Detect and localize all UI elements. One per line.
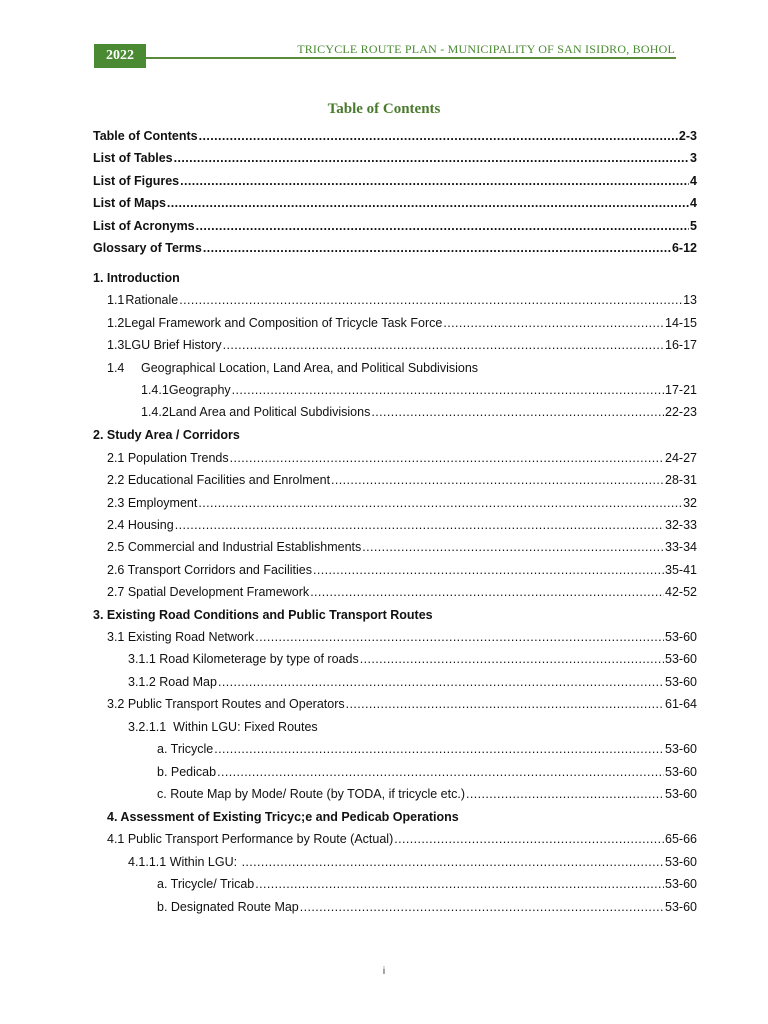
toc-entry-page: 24-27 bbox=[665, 451, 697, 465]
toc-entry[interactable] bbox=[93, 128, 697, 144]
toc-dot-leader bbox=[362, 539, 664, 555]
toc-entry-title: Glossary of Terms bbox=[93, 241, 202, 255]
toc-entry-page: 53-60 bbox=[665, 652, 697, 666]
toc-entry-page: 3 bbox=[690, 151, 697, 165]
toc-dot-leader bbox=[255, 629, 664, 645]
toc-entry[interactable] bbox=[141, 404, 697, 420]
toc-entry-title: 3.2 Public Transport Routes and Operators bbox=[107, 697, 345, 711]
toc-entry-title: 3. Existing Road Conditions and Public Transport Routes bbox=[93, 608, 433, 622]
toc-entry-page: 22-23 bbox=[665, 405, 697, 419]
toc-entry-title: 2.6 Transport Corridors and Facilities bbox=[107, 563, 312, 577]
toc-entry-page: 65-66 bbox=[665, 832, 697, 846]
toc-entry-title: 3.1.2 Road Map bbox=[128, 675, 217, 689]
toc-entry-page: 53-60 bbox=[665, 900, 697, 914]
toc-entry[interactable] bbox=[107, 315, 697, 331]
toc-entry-number: 1.4 bbox=[107, 361, 125, 375]
toc-entry[interactable] bbox=[107, 629, 697, 645]
toc-entry[interactable] bbox=[107, 360, 478, 376]
toc-entry-title: Rationale bbox=[125, 293, 179, 307]
toc-section-heading[interactable] bbox=[93, 270, 180, 286]
toc-entry-title: 4.1 Public Transport Performance by Route (Actual) bbox=[107, 832, 394, 846]
document-title: TRICYCLE ROUTE PLAN - MUNICIPALITY OF SAN ISIDRO, BOHOL bbox=[297, 42, 675, 56]
toc-dot-leader bbox=[174, 150, 689, 166]
toc-dot-leader bbox=[179, 292, 682, 308]
toc-entry-page: 32 bbox=[683, 496, 697, 510]
toc-entry[interactable] bbox=[93, 173, 697, 189]
toc-entry-page: 61-64 bbox=[665, 697, 697, 711]
toc-heading: Table of Contents bbox=[327, 101, 441, 117]
toc-dot-leader bbox=[196, 218, 689, 234]
toc-entry[interactable] bbox=[128, 674, 697, 690]
toc-dot-leader bbox=[346, 696, 664, 712]
toc-entry[interactable] bbox=[93, 218, 697, 234]
toc-entry-title: 1. Introduction bbox=[93, 271, 180, 285]
toc-entry-title: Land Area and Political Subdivisions bbox=[168, 405, 371, 419]
toc-entry-title: 4.1.1.1 Within LGU: bbox=[128, 855, 241, 869]
toc-entry-page: 5 bbox=[690, 219, 697, 233]
toc-dot-leader bbox=[310, 584, 664, 600]
toc-dot-leader bbox=[371, 404, 664, 420]
year-badge: 2022 bbox=[94, 44, 146, 68]
toc-dot-leader bbox=[217, 764, 664, 780]
toc-entry[interactable] bbox=[93, 195, 697, 211]
toc-entry-number: 1.4.1 bbox=[141, 383, 169, 397]
toc-entry[interactable] bbox=[157, 899, 697, 915]
toc-section-heading[interactable] bbox=[93, 427, 240, 443]
toc-entry-title: 2.3 Employment bbox=[107, 496, 198, 510]
toc-entry-page: 53-60 bbox=[665, 675, 697, 689]
toc-dot-leader bbox=[443, 315, 664, 331]
toc-entry[interactable] bbox=[107, 696, 697, 712]
toc-dot-leader bbox=[214, 741, 664, 757]
toc-entry-title: 2. Study Area / Corridors bbox=[93, 428, 240, 442]
toc-entry-title: List of Maps bbox=[93, 196, 166, 210]
page-number: i bbox=[382, 966, 386, 977]
toc-dot-leader bbox=[175, 517, 664, 533]
toc-entry[interactable] bbox=[128, 719, 318, 735]
toc-entry-title: List of Figures bbox=[93, 174, 180, 188]
toc-entry[interactable] bbox=[107, 472, 697, 488]
toc-entry-title: Table of Contents bbox=[93, 129, 198, 143]
toc-entry-page: 28-31 bbox=[665, 473, 697, 487]
toc-entry-page: 6-12 bbox=[671, 241, 697, 255]
toc-entry[interactable] bbox=[157, 741, 697, 757]
toc-entry-title: 3.2.1.1 Within LGU: Fixed Routes bbox=[128, 720, 318, 734]
toc-section-heading[interactable] bbox=[107, 809, 459, 825]
toc-entry-page: 42-52 bbox=[665, 585, 697, 599]
toc-entry-page: 53-60 bbox=[665, 630, 697, 644]
toc-dot-leader bbox=[199, 128, 678, 144]
toc-entry-title: b. Pedicab bbox=[157, 765, 217, 779]
toc-dot-leader bbox=[394, 831, 664, 847]
toc-entry-page: 4 bbox=[690, 174, 697, 188]
toc-entry[interactable] bbox=[157, 876, 697, 892]
toc-entry-title: 2.4 Housing bbox=[107, 518, 174, 532]
toc-entry-page: 17-21 bbox=[665, 383, 697, 397]
toc-entry-title: b. Designated Route Map bbox=[157, 900, 299, 914]
toc-entry-title: a. Tricycle/ Tricab bbox=[157, 877, 255, 891]
toc-entry[interactable] bbox=[157, 764, 697, 780]
toc-entry-title: 2.1 Population Trends bbox=[107, 451, 229, 465]
toc-entry[interactable] bbox=[128, 854, 697, 870]
toc-dot-leader bbox=[242, 854, 664, 870]
toc-dot-leader bbox=[230, 450, 664, 466]
toc-entry-page: 14-15 bbox=[665, 316, 697, 330]
toc-dot-leader bbox=[255, 876, 664, 892]
toc-entry-page: 53-60 bbox=[665, 787, 697, 801]
toc-entry-title: LGU Brief History bbox=[124, 338, 222, 352]
toc-entry[interactable] bbox=[107, 562, 697, 578]
toc-entry-page: 53-60 bbox=[665, 855, 697, 869]
toc-entry-page: 35-41 bbox=[665, 563, 697, 577]
toc-entry-title: List of Tables bbox=[93, 151, 173, 165]
toc-dot-leader bbox=[180, 173, 689, 189]
toc-entry-page: 16-17 bbox=[665, 338, 697, 352]
toc-entry-page: 4 bbox=[690, 196, 697, 210]
toc-entry-title: 2.5 Commercial and Industrial Establishments bbox=[107, 540, 362, 554]
toc-dot-leader bbox=[313, 562, 664, 578]
toc-entry[interactable] bbox=[93, 240, 697, 256]
toc-entry-page: 33-34 bbox=[665, 540, 697, 554]
toc-entry-page: 53-60 bbox=[665, 742, 697, 756]
toc-entry[interactable] bbox=[107, 584, 697, 600]
toc-entry-page: 53-60 bbox=[665, 765, 697, 779]
toc-dot-leader bbox=[331, 472, 664, 488]
toc-entry-title: 2.2 Educational Facilities and Enrolment bbox=[107, 473, 331, 487]
toc-entry-number: 1.1 bbox=[107, 293, 125, 307]
toc-entry[interactable] bbox=[107, 517, 697, 533]
toc-entry-title: 3.1.1 Road Kilometerage by type of roads bbox=[128, 652, 359, 666]
toc-entry-number: 1.2 bbox=[107, 316, 125, 330]
toc-entry-title: a. Tricycle bbox=[157, 742, 214, 756]
toc-entry[interactable] bbox=[157, 786, 697, 802]
toc-entry-page: 13 bbox=[683, 293, 697, 307]
toc-entry[interactable] bbox=[107, 450, 697, 466]
toc-dot-leader bbox=[218, 674, 664, 690]
toc-entry-title: 3.1 Existing Road Network bbox=[107, 630, 255, 644]
toc-entry-number: 1.3 bbox=[107, 338, 125, 352]
toc-entry-title: Legal Framework and Composition of Tricycle Task Force bbox=[124, 316, 443, 330]
toc-entry[interactable] bbox=[107, 292, 697, 308]
toc-dot-leader bbox=[360, 651, 664, 667]
toc-entry[interactable] bbox=[141, 382, 697, 398]
toc-dot-leader bbox=[223, 337, 664, 353]
toc-entry-page: 2-3 bbox=[678, 129, 697, 143]
toc-dot-leader bbox=[232, 382, 664, 398]
toc-entry[interactable] bbox=[128, 651, 697, 667]
toc-dot-leader bbox=[203, 240, 671, 256]
toc-dot-leader bbox=[466, 786, 664, 802]
header-rule bbox=[94, 57, 676, 59]
toc-entry[interactable] bbox=[93, 150, 697, 166]
toc-entry-number: 1.4.2 bbox=[141, 405, 169, 419]
toc-dot-leader bbox=[300, 899, 664, 915]
toc-entry[interactable] bbox=[107, 337, 697, 353]
toc-entry-title: 4. Assessment of Existing Tricyc;e and Pedicab Operations bbox=[107, 810, 459, 824]
toc-entry-page: 53-60 bbox=[665, 877, 697, 891]
toc-entry[interactable] bbox=[107, 831, 697, 847]
toc-dot-leader bbox=[167, 195, 689, 211]
toc-dot-leader bbox=[198, 495, 682, 511]
toc-entry-title: Geography bbox=[168, 383, 231, 397]
toc-entry[interactable] bbox=[107, 539, 697, 555]
toc-section-heading[interactable] bbox=[93, 607, 433, 623]
toc-entry[interactable] bbox=[107, 495, 697, 511]
toc-entry-title: c. Route Map by Mode/ Route (by TODA, if tricycle etc.) bbox=[157, 787, 465, 801]
toc-entry-page: 32-33 bbox=[665, 518, 697, 532]
toc-entry-title: 2.7 Spatial Development Framework bbox=[107, 585, 310, 599]
toc-entry-title: Geographical Location, Land Area, and Political Subdivisions bbox=[141, 361, 479, 375]
toc-entry-title: List of Acronyms bbox=[93, 219, 195, 233]
